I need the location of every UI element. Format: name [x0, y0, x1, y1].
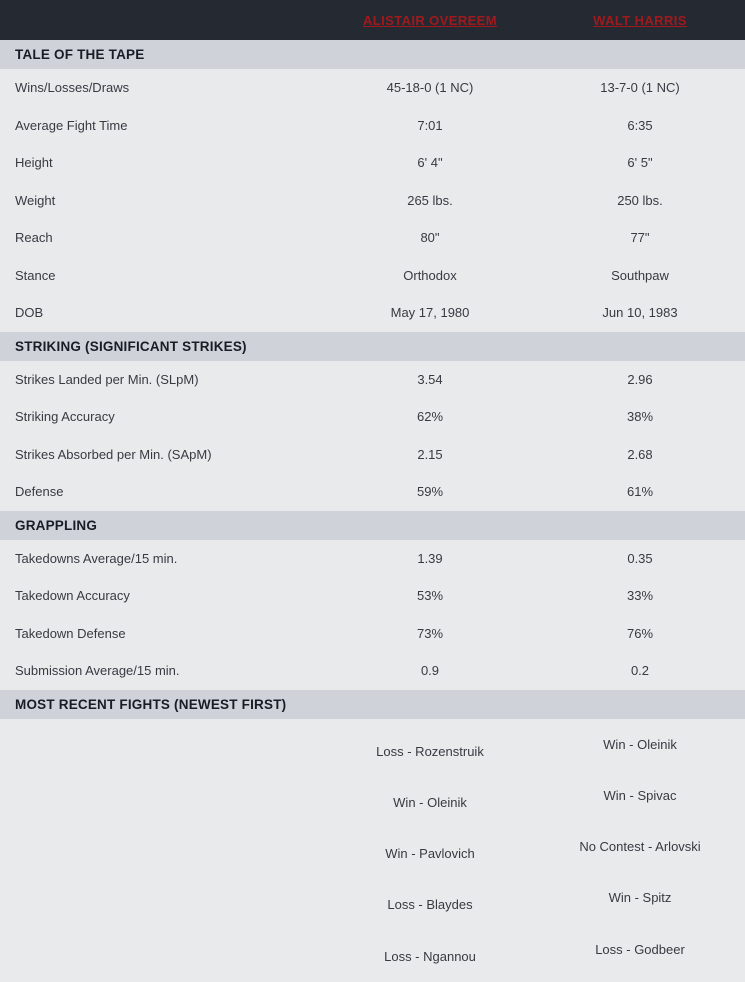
stat-row: [0, 577, 745, 615]
fighter2-value: 2.96: [627, 371, 653, 387]
fighter1-value: 1.39: [417, 550, 443, 566]
section-body: [0, 540, 745, 690]
section-title: TALE OF THE TAPE: [15, 47, 145, 62]
fighter2-value: 0.35: [627, 550, 653, 566]
fighter2-value: Jun 10, 1983: [602, 305, 678, 321]
fighter2-value: 6:35: [627, 117, 653, 133]
fighter1-value: Win - Oleinik: [393, 794, 467, 810]
fighter1-value: Orthodox: [403, 267, 457, 283]
section-header-bar: [0, 690, 745, 719]
fighter2-value: 38%: [626, 409, 654, 425]
fighter1-value: 0.9: [420, 663, 440, 679]
stat-row: [0, 719, 745, 770]
fighter1-value: Loss - Rozenstruik: [376, 743, 484, 759]
fighter1-value: 265 lbs.: [407, 192, 453, 208]
fighter2-value: 76%: [626, 625, 654, 641]
stat-label: Takedown Defense: [15, 625, 126, 641]
stat-row: [0, 257, 745, 295]
stat-row: [0, 182, 745, 220]
stat-label: Submission Average/15 min.: [15, 663, 180, 679]
stats-table: [0, 40, 745, 975]
fighter1-value: Loss - Ngannou: [384, 948, 476, 964]
fighter2-value: 6' 5": [627, 155, 653, 171]
stat-label: Weight: [15, 192, 56, 208]
fighter2-value: 2.68: [627, 446, 653, 462]
fighter1-name-link[interactable]: ALISTAIR OVEREEM: [362, 12, 497, 28]
stat-label: Wins/Losses/Draws: [15, 80, 130, 96]
stat-label: Stance: [15, 267, 56, 283]
stat-label: Average Fight Time: [15, 117, 128, 133]
fighter1-value: 3.54: [417, 371, 443, 387]
stat-row: [0, 144, 745, 182]
section-body: [0, 719, 745, 975]
fighter2-value: Loss - Godbeer: [595, 941, 685, 957]
fighter2-value: Win - Spivac: [603, 787, 677, 803]
stat-row: [0, 540, 745, 578]
fighter1-value: 7:01: [417, 117, 443, 133]
stat-row: [0, 294, 745, 332]
stat-row: [0, 924, 745, 975]
stat-row: [0, 473, 745, 511]
stat-row: [0, 436, 745, 474]
section-body: [0, 69, 745, 332]
stat-row: [0, 361, 745, 399]
stat-label: Height: [15, 155, 53, 171]
fighter1-value: 53%: [416, 588, 444, 604]
fighter2-value: No Contest - Arlovski: [579, 839, 701, 855]
fighter1-value: Loss - Blaydes: [387, 897, 473, 913]
stat-row: [0, 615, 745, 653]
stat-label: Takedowns Average/15 min.: [15, 550, 178, 566]
stat-label: Strikes Landed per Min. (SLpM): [15, 371, 199, 387]
stat-row: [0, 652, 745, 690]
stat-label: Reach: [15, 230, 53, 246]
section-header-bar: [0, 40, 745, 69]
fighter2-value: 13-7-0 (1 NC): [600, 80, 680, 96]
stat-row: [0, 872, 745, 923]
section-header-bar: [0, 332, 745, 361]
fighter2-value: Southpaw: [611, 267, 669, 283]
fighter1-value: Win - Pavlovich: [385, 846, 475, 862]
fighter1-value: May 17, 1980: [390, 305, 470, 321]
stat-row: [0, 770, 745, 821]
fighter1-value: 62%: [416, 409, 444, 425]
fighters-header-bar: [0, 0, 745, 40]
fighter1-value: 73%: [416, 625, 444, 641]
fighter2-value: Win - Oleinik: [603, 736, 677, 752]
section-header-bar: [0, 511, 745, 540]
fighter2-value: 61%: [626, 484, 654, 500]
stat-row: [0, 69, 745, 107]
fighter1-value: 45-18-0 (1 NC): [386, 80, 474, 96]
stat-label: Defense: [15, 484, 64, 500]
stat-label: Striking Accuracy: [15, 409, 115, 425]
fighter2-value: 33%: [626, 588, 654, 604]
fighter2-value: 0.2: [630, 663, 650, 679]
stat-row: [0, 821, 745, 872]
fighter2-value: 77": [630, 230, 650, 246]
fighter1-value: 6' 4": [417, 155, 443, 171]
section-title: GRAPPLING: [15, 517, 98, 533]
stat-row: [0, 398, 745, 436]
stat-label: DOB: [15, 305, 44, 321]
stat-row: [0, 219, 745, 257]
fighter2-value: Win - Spitz: [608, 890, 672, 906]
stat-label: Strikes Absorbed per Min. (SApM): [15, 446, 212, 462]
fighter1-value: 2.15: [417, 446, 443, 462]
section-body: [0, 361, 745, 511]
fighter1-value: 59%: [416, 484, 444, 500]
fighter2-name-link[interactable]: WALT HARRIS: [593, 12, 687, 28]
stat-label: Takedown Accuracy: [15, 588, 130, 604]
section-title: MOST RECENT FIGHTS (NEWEST FIRST): [15, 696, 287, 712]
stat-row: [0, 107, 745, 145]
section-title: STRIKING (SIGNIFICANT STRIKES): [15, 338, 247, 354]
fighter1-value: 80": [420, 230, 440, 246]
fighter2-value: 250 lbs.: [617, 192, 663, 208]
